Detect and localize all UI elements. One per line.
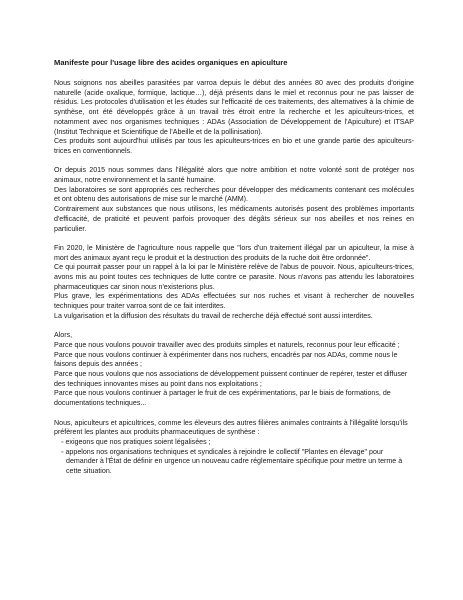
list-item: ◦ exigeons que nos pratiques soient légalisées ; [61,437,211,446]
paragraph: Alors, [54,331,73,340]
list-item: ◦ appelons nos organisations techniques et syndicales à rejoindre le collectif "Plantes en élevage" pour demander à l'État de définir en urgence un nouveau cadre réglementaire spécifique pour mettre un terme à cette situation. [61,447,403,476]
paragraph: Parce que nous voulons que nos associations de développement puissent continuer de repérer, tester et diffuser des techniques innovantes mises au point dans nos exploitations ; [54,370,408,388]
paragraph: Parce que nous voulons pouvoir travailler avec des produits simples et naturels, reconnus pour leur efficacité ; [54,340,400,349]
paragraph: Parce que nous voulons continuer à partager le fruit de ces expérimentations, par le biais de formations, de documentations techniques... [54,389,391,408]
spacer [54,322,414,332]
paragraph: La vulgarisation et la diffusion des résultats du travail de recherche déjà effectué sont aussi interdites. [54,311,373,320]
paragraph: Fin 2020, le Ministère de l'agriculture nous rappelle que "lors d'un traitement illégal par un apiculteur, la mise à mort des animaux ayant reçu le produit et la destruction des produits de la ruche doit être ordonnée". [54,243,414,262]
paragraph: Or depuis 2015 nous sommes dans l'illégalité alors que notre ambition et notre volonté sont de protéger nos animaux, notre environnement et la santé humaine. [54,166,414,185]
paragraph: Ces produits sont aujourd'hui utilisés par tous les apiculteurs-trices en bio et une grande partie des apiculteurs-trices en conventionnels. [54,137,414,155]
spacer [54,234,414,244]
document-title: Manifeste pour l'usage libre des acides organiques en apiculture [54,58,288,67]
spacer [54,157,414,167]
document-page [54,58,414,477]
paragraph: Parce que nous voulons continuer à expérimenter dans nos ruchers, encadrés par nos ADAs, comme nous le faisons depuis des années ; [54,350,398,369]
paragraph: Des laboratoires se sont appropriés ces recherches pour développer des médicaments contenant ces molécules et ont obtenu des autorisations de mise sur le marché (AMM). [54,185,414,204]
paragraph: Plus grave, les expérimentations des ADAs effectuées sur nos ruches et visant à rechercher de nouvelles techniques pour traiter varroa sont de ce fait interdites. [54,292,414,311]
paragraph: Contrairement aux substances que nous utilisons, les médicaments autorisés posent des problèmes importants d'efficacité, de praticité et peuvent parfois provoquer des dégâts sérieux sur nos abeilles et nos reines en particulier. [54,205,414,233]
paragraph: Nous, apiculteurs et apicultrices, comme les éleveurs des autres filières animales contraints à l'illégalité lorsqu'ils préfèrent les plantes aux produits pharmaceutiques de synthèse : [54,418,408,437]
paragraph: Nous soignons nos abeilles parasitées par varroa depuis le début des années 80 avec des produits d'origine naturelle (acide oxalique, formique, lactique…), déjà présents dans le miel et reconnus pour ne pas laisser de résidus. Les protocoles d'utilisation et les études sur l'efficacité de ces traitements, des alternatives à la chimie de synthèse, ont été développés grâce à un travail très étroit entre la recherche et les apiculteurs-trices, et notamment avec nos organismes techniques : ADAs (Association de Développement de l'Apiculture) et ITSAP (Institut Technique et Scientifique de l'Abeille et de la pollinisation). [54,79,414,136]
paragraph: Ce qui pourrait passer pour un rappel à la loi par le Ministère relève de l'abus de pouvoir. Nous, apiculteurs-trices, avons mis au point toutes ces techniques de lutte contre ce parasite. Nous n'avons pas attendu les laboratoires pharmaceutiques car sinon nous n'existerions plus. [54,263,414,291]
spacer [54,409,414,419]
